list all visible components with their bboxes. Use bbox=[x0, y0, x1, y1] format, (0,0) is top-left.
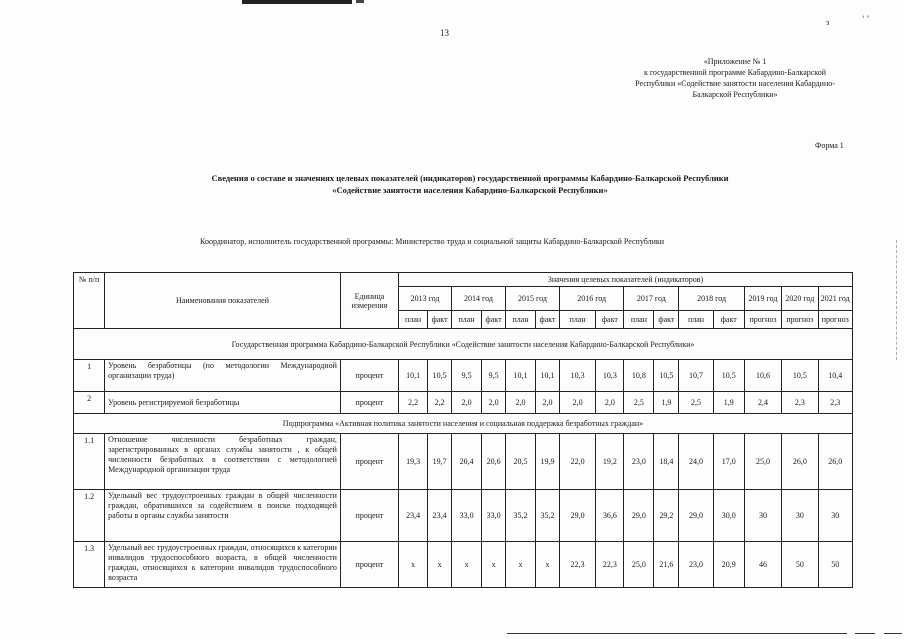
value-cell: 50 bbox=[818, 542, 852, 588]
value-cell: 10,5 bbox=[654, 360, 679, 392]
header-fact: факт bbox=[713, 311, 744, 329]
header-year: 2017 год bbox=[624, 287, 679, 311]
footer-rule bbox=[507, 633, 847, 634]
value-cell: 19,9 bbox=[536, 434, 560, 490]
value-cell: 20,4 bbox=[452, 434, 482, 490]
value-cell: 36,6 bbox=[596, 490, 624, 542]
value-cell: 1,9 bbox=[654, 392, 679, 414]
value-cell: 10,6 bbox=[744, 360, 781, 392]
value-cell: x bbox=[482, 542, 506, 588]
row-number: 1.3 bbox=[74, 542, 105, 588]
header-fact: факт bbox=[482, 311, 506, 329]
value-cell: 30 bbox=[818, 490, 852, 542]
value-cell: 29,2 bbox=[654, 490, 679, 542]
value-cell: 23,4 bbox=[399, 490, 428, 542]
row-number: 2 bbox=[74, 392, 105, 414]
value-cell: 23,0 bbox=[624, 434, 654, 490]
value-cell: 10,3 bbox=[559, 360, 595, 392]
top-mark bbox=[356, 0, 364, 3]
value-cell: 2,3 bbox=[782, 392, 818, 414]
value-cell: 1,9 bbox=[713, 392, 744, 414]
header-plan: план bbox=[506, 311, 536, 329]
value-cell: 30 bbox=[782, 490, 818, 542]
title-line: Сведения о составе и значениях целевых показателей (индикаторов) государственной программы Кабардино-Балкарской Республики bbox=[211, 173, 729, 183]
header-plan: план bbox=[399, 311, 428, 329]
appendix-line: Балкарской Республики» bbox=[692, 90, 778, 99]
header-year: 2015 год bbox=[506, 287, 560, 311]
value-cell: 2,0 bbox=[536, 392, 560, 414]
header-fact: факт bbox=[536, 311, 560, 329]
value-cell: 29,0 bbox=[559, 490, 595, 542]
value-cell: 2,2 bbox=[428, 392, 452, 414]
header-year: 2020 год bbox=[782, 287, 818, 311]
table-row bbox=[74, 542, 853, 588]
indicator-unit: процент bbox=[340, 392, 398, 414]
value-cell: 10,5 bbox=[782, 360, 818, 392]
table-row bbox=[74, 434, 853, 490]
indicator-name: Уровень безработицы (по методологии Международной организации труда) bbox=[105, 360, 341, 392]
appendix-note bbox=[600, 56, 870, 100]
value-cell: 26,0 bbox=[782, 434, 818, 490]
value-cell: 2,4 bbox=[744, 392, 781, 414]
value-cell: 2,5 bbox=[624, 392, 654, 414]
indicator-name: Удельный вес трудоустроенных граждан в общей численности граждан, обратившихся за содействием в поиске подходящей работы в органы службы занятости bbox=[105, 490, 341, 542]
value-cell: x bbox=[536, 542, 560, 588]
value-cell: 30,0 bbox=[713, 490, 744, 542]
table-row bbox=[74, 392, 853, 414]
header-fact: факт bbox=[428, 311, 452, 329]
table-row bbox=[74, 490, 853, 542]
value-cell: 10,5 bbox=[713, 360, 744, 392]
value-cell: 29,0 bbox=[679, 490, 713, 542]
header-unit: Единица измерения bbox=[340, 273, 398, 329]
value-cell: 10,3 bbox=[596, 360, 624, 392]
form-label: Форма 1 bbox=[815, 141, 844, 150]
value-cell: 35,2 bbox=[536, 490, 560, 542]
value-cell: 20,9 bbox=[713, 542, 744, 588]
value-cell: 30 bbox=[744, 490, 781, 542]
value-cell: 20,5 bbox=[506, 434, 536, 490]
indicators-table bbox=[73, 272, 853, 588]
value-cell: 17,0 bbox=[713, 434, 744, 490]
header-forecast: прогноз bbox=[782, 311, 818, 329]
value-cell: 9,5 bbox=[452, 360, 482, 392]
value-cell: 22,3 bbox=[559, 542, 595, 588]
value-cell: 23,0 bbox=[679, 542, 713, 588]
value-cell: 46 bbox=[744, 542, 781, 588]
header-fact: факт bbox=[596, 311, 624, 329]
title-line: «Содействие занятости населения Кабардино-Балкарской Республики» bbox=[332, 185, 608, 195]
header-forecast: прогноз bbox=[744, 311, 781, 329]
top-redaction-bar bbox=[242, 0, 352, 4]
value-cell: 10,1 bbox=[536, 360, 560, 392]
header-num: № п/п bbox=[74, 273, 105, 329]
value-cell: 21,6 bbox=[654, 542, 679, 588]
value-cell: 26,0 bbox=[818, 434, 852, 490]
value-cell: 10,5 bbox=[428, 360, 452, 392]
value-cell: 2,0 bbox=[559, 392, 595, 414]
header-plan: план bbox=[452, 311, 482, 329]
header-plan: план bbox=[624, 311, 654, 329]
header-plan: план bbox=[559, 311, 595, 329]
appendix-line: к государственной программе Кабардино-Балкарской bbox=[643, 68, 827, 77]
header-name: Наименования показателей bbox=[105, 273, 341, 329]
value-cell: 10,1 bbox=[399, 360, 428, 392]
header-forecast: прогноз bbox=[818, 311, 852, 329]
value-cell: 29,0 bbox=[624, 490, 654, 542]
header-year: 2019 год bbox=[744, 287, 781, 311]
coordinator-line: Координатор, исполнитель государственной программы: Министерство труда и социальной защиты Кабардино-Балкарской Республики bbox=[200, 237, 665, 246]
value-cell: 2,5 bbox=[679, 392, 713, 414]
value-cell: x bbox=[399, 542, 428, 588]
footer-dash bbox=[884, 633, 902, 634]
section-heading: Государственная программа Кабардино-Балкарской Республики «Содействие занятости населения Кабардино-Балкарской Республики» bbox=[74, 329, 853, 360]
value-cell: 2,0 bbox=[596, 392, 624, 414]
row-number: 1.1 bbox=[74, 434, 105, 490]
value-cell: 18,4 bbox=[654, 434, 679, 490]
value-cell: 9,5 bbox=[482, 360, 506, 392]
header-plan: план bbox=[679, 311, 713, 329]
footer-dash bbox=[855, 633, 875, 634]
indicator-name: Уровень регистрируемой безработицы bbox=[105, 392, 341, 414]
value-cell: 33,0 bbox=[452, 490, 482, 542]
header-year: 2016 год bbox=[559, 287, 623, 311]
value-cell: 22,0 bbox=[559, 434, 595, 490]
appendix-line: Республики «Содействие занятости населения Кабардино- bbox=[635, 79, 835, 88]
appendix-line: «Приложение № 1 bbox=[703, 57, 767, 66]
document-title bbox=[150, 172, 790, 196]
value-cell: 25,0 bbox=[624, 542, 654, 588]
header-year: 2013 год bbox=[399, 287, 452, 311]
header-values-group: Значения целевых показателей (индикаторов) bbox=[399, 273, 853, 287]
value-cell: 20,6 bbox=[482, 434, 506, 490]
value-cell: 19,7 bbox=[428, 434, 452, 490]
corner-mark: ‘ ’ bbox=[862, 14, 870, 23]
indicator-name: Отношение численности безработных граждан, зарегистрированных в органах службы занятости , к общей численности безработных в соответствии с методологией Международной организации труда bbox=[105, 434, 341, 490]
value-cell: 23,4 bbox=[428, 490, 452, 542]
value-cell: 2,3 bbox=[818, 392, 852, 414]
indicator-unit: процент bbox=[340, 490, 398, 542]
value-cell: 10,1 bbox=[506, 360, 536, 392]
header-fact: факт bbox=[654, 311, 679, 329]
header-year: 2014 год bbox=[452, 287, 506, 311]
header-year: 2018 год bbox=[679, 287, 744, 311]
value-cell: x bbox=[428, 542, 452, 588]
value-cell: 50 bbox=[782, 542, 818, 588]
value-cell: 2,0 bbox=[452, 392, 482, 414]
indicator-unit: процент bbox=[340, 542, 398, 588]
value-cell: 35,2 bbox=[506, 490, 536, 542]
indicator-unit: процент bbox=[340, 434, 398, 490]
page-number: 13 bbox=[440, 28, 449, 38]
indicator-name: Удельный вес трудоустроенных граждан, относящихся к категории инвалидов трудоспособного возраста, в общей численности граждан, относящихся к категории инвалидов трудоспособного возраста bbox=[105, 542, 341, 588]
section-heading: Подпрограмма «Активная политика занятости населения и социальная поддержка безработных граждан» bbox=[74, 414, 853, 434]
value-cell: 10,4 bbox=[818, 360, 852, 392]
row-number: 1.2 bbox=[74, 490, 105, 542]
value-cell: 24,0 bbox=[679, 434, 713, 490]
value-cell: 22,3 bbox=[596, 542, 624, 588]
value-cell: x bbox=[506, 542, 536, 588]
header-year: 2021 год bbox=[818, 287, 852, 311]
row-number: 1 bbox=[74, 360, 105, 392]
corner-mark: з bbox=[826, 18, 830, 27]
table-row bbox=[74, 360, 853, 392]
value-cell: 19,3 bbox=[399, 434, 428, 490]
value-cell: 2,2 bbox=[399, 392, 428, 414]
value-cell: 33,0 bbox=[482, 490, 506, 542]
value-cell: 19,2 bbox=[596, 434, 624, 490]
value-cell: x bbox=[452, 542, 482, 588]
value-cell: 2,0 bbox=[506, 392, 536, 414]
value-cell: 10,7 bbox=[679, 360, 713, 392]
indicator-unit: процент bbox=[340, 360, 398, 392]
value-cell: 2,0 bbox=[482, 392, 506, 414]
scan-edge bbox=[896, 240, 898, 360]
value-cell: 10,8 bbox=[624, 360, 654, 392]
value-cell: 25,0 bbox=[744, 434, 781, 490]
